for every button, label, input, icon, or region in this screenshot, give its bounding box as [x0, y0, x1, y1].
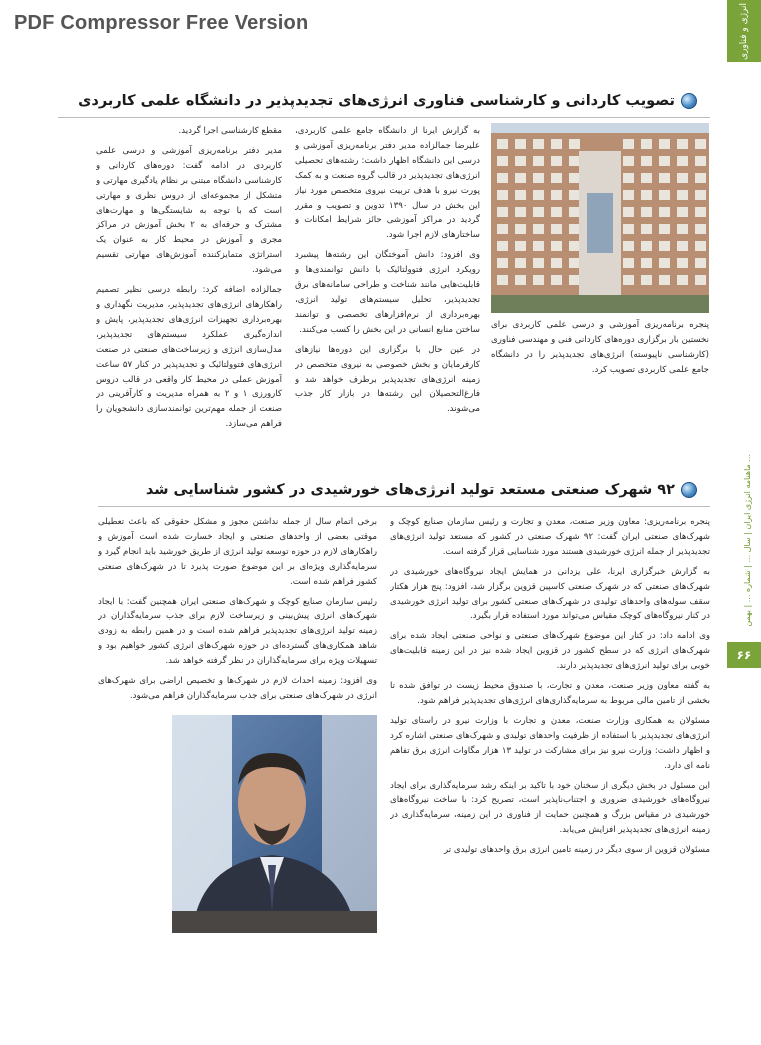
divider	[98, 506, 710, 507]
paragraph: مسئولان به همکاری وزارت صنعت، معدن و تجارت با وزارت نیرو در راستای تولید انرژی‌های تجدیدپذیر با استفاده از ظرفیت واحدهای تولیدی و شهرک‌های صنعتی اشاره کرد و اظهار داشت: وزارت نیرو نیز برای مشارکت در تولید ۱۳ هزار مگاوات انرژی برق تفاهم نامه ای دارد.	[390, 715, 710, 771]
watermark-text: PDF Compressor Free Version	[14, 12, 309, 34]
headline-bullet-icon	[681, 93, 697, 109]
official-portrait-photo	[172, 715, 377, 933]
paragraph: مدیر دفتر برنامه‌ریزی آموزشی و درسی علمی کاربردی در ادامه گفت: دوره‌های کاردانی و کارشناسی دانشگاه مبتنی بر نظام یادگیری مهارتی و متشکل از مجموعه‌ای از دروس نظری و مهارتی است که با توجه به شایستگی‌ها و مهارت‌های مشترک و حرفه‌ای به ۲ بخش آموزش در مراکز مجری و آموزش در محیط کار به عنوان یک استراتژی متمایزکننده آموزش‌های مهارتی تقسیم می‌شود.	[96, 145, 282, 276]
paragraph: وی ادامه داد: در کنار این موضوع شهرک‌های صنعتی و نواحی صنعتی ایجاد شده برای شهرک‌های انرژی که در سطح کشور در قزوین ایجاد شده نیز در این زمینه قابلیت‌های خوبی برای تولید انرژی‌های تجدیدپذیر دارند.	[390, 631, 710, 672]
article1-headline	[78, 93, 697, 109]
paragraph: جمالزاده اضافه کرد: رابطه درسی نظیر تصمیم راهکارهای انرژی‌های تجدیدپذیر، مدیریت نگهداری و بهره‌برداری تجهیزات انرژی‌های تجدیدپذیر، پایش و اندازه‌گیری عملکرد سیستم‌های تجدیدپذیر، مدل‌سازی انرژی و زیرساخت‌های صنعتی در صنعت انرژی‌های فتوولتائیک و تجدیدپذیر در کنار ۵۷ ساعت آموزش عملی در محیط کار واقعی در قالب دروس کارورزی ۱ و ۲ به همراه مدیریت و کارآفرینی در صنعت از جمله مهم‌ترین توانمندسازی دانشجویان را فراهم می‌سازد.	[96, 285, 282, 430]
photo-caption	[491, 318, 709, 463]
magazine-issue-label: ماهنامه انرژی ایران | سال ... | شماره ... | بهمن ...	[742, 453, 752, 627]
magazine-issue-band	[739, 430, 755, 650]
article2-headline-text: ۹۲ شهرک صنعتی مستعد تولید انرژی‌های خورشیدی در کشور شناسایی شد	[145, 482, 675, 498]
paragraph: در عین حال با برگزاری این دوره‌ها نیازهای کارفرمایان و بخش خصوصی به نیروی متخصص در زمینه انرژی‌های تجدیدپذیر برطرف خواهد شد و فارغ‌التحصیلان این رشته‌ها در بازار کار جذب می‌شوند.	[295, 344, 480, 415]
article2-headline	[146, 482, 697, 498]
section-tab	[727, 0, 761, 62]
divider	[58, 117, 710, 118]
paragraph: پنجره برنامه‌ریزی: معاون وزیر صنعت، معدن و تجارت و رئیس سازمان صنایع کوچک و شهرک‌های صنعتی ایران گفت: ۹۲ شهرک صنعتی در کشور که مستعد تولید انرژی‌های تجدیدپذیر از جمله انرژی خورشیدی هستند مورد شناسایی قرار گرفته است.	[390, 517, 710, 557]
paragraph: وی افزود: دانش آموختگان این رشته‌ها پیشبرد رویکرد انرژی فتوولتائیک با دانش توانمندی‌ها و قابلیت‌هایی مانند شناخت و طراحی سامانه‌های برق تجدیدپذیر، تحلیل سیستم‌های تولید انرژی، بهره‌برداری از نرم‌افزارهای تخصصی و توانمند ساختن منابع انسانی در این بخش را کسب می‌کنند.	[295, 250, 480, 335]
article2-column-right	[390, 515, 710, 955]
article1-column-left	[96, 124, 282, 464]
paragraph: برخی اتمام سال از جمله نداشتن مجوز و مشکل حقوقی که باعث تعطیلی موقتی بعضی از واحدهای صنعتی و ایجاد خسارت شده است آموزش و راهکارهای لازم در حوزه توسعه تولید انرژی از طریق خورشید باید انجام گیرد و سرمایه‌گذاری ویژه‌ای بر این موضوع صورت پذیرد تا در شهرک‌های صنعتی کشور فراهم شده است.	[98, 517, 377, 587]
paragraph: رئیس سازمان صنایع کوچک و شهرک‌های صنعتی ایران همچنین گفت: با ایجاد شهرک‌های انرژی پیش‌بینی و زیرساخت لازم برای جذب سرمایه‌گذاران در زمینه تولید انرژی‌های تجدیدپذیر فراهم شده است و در همین رابطه به زودی شاهد همکاری‌های گسترده‌ای در حوزه شهرک‌های انرژی کشور خواهیم بود و تسهیلات ویژه برای سرمایه‌گذاران در نظر گرفته خواهد شد.	[98, 596, 377, 667]
paragraph: مسئولان قزوین از سوی دیگر در زمینه تامین انرژی برق واحدهای تولیدی تر	[444, 845, 710, 856]
paragraph: وی افزود: زمینه احداث لازم در شهرک‌ها و تخصیص اراضی برای شهرک‌های انرژی در شهرک‌های صنعتی برای جذب سرمایه‌گذاران فراهم می‌شود.	[98, 676, 377, 701]
headline-bullet-icon	[681, 482, 697, 498]
paragraph: به گزارش ایرنا از دانشگاه جامع علمی کاربردی، علیرضا جمالزاده مدیر دفتر برنامه‌ریزی آموزشی و درسی این دانشگاه اظهار داشت: رشته‌های تحصیلی انرژی‌های تجدیدپذیر در قالب گروه صنعت و به کمک پورت نیرو با هدف تربیت نیروی متخصص مورد نیاز این بخش در سال ۱۳۹۰ تدوین و تصویب و مقرر گردید در مراکز آموزشی حائز شرایط امکانات و ساختارهای لازم اجرا شود.	[295, 126, 480, 241]
section-tab-label: انرژی و فناوری	[739, 2, 749, 60]
article1-headline-text: تصویب کاردانی و کارشناسی فناوری انرژی‌های تجدیدپذیر در دانشگاه علمی کاربردی	[78, 93, 675, 109]
paragraph: این مسئول در بخش دیگری از سخنان خود با تاکید بر اینکه رشد سرمایه‌گذاری برای ایجاد نیروگاه‌های خورشیدی ضروری و اجتناب‌ناپذیر است، تصریح کرد: با ساخت نیروگاه‌های خورشیدی در مقیاس بزرگ و همچنین حمایت از فناوری در این زمینه، سرمایه‌گذاری در زمینه انرژی‌های تجدیدپذیر افزایش می‌یابد.	[390, 780, 710, 836]
page-number: ۶۶	[727, 642, 761, 668]
article1-column-right	[295, 124, 480, 464]
photo-caption-text: پنجره برنامه‌ریزی آموزشی و درسی علمی کاربردی برای نخستین بار برگزاری دوره‌های کاردانی فنی و مهندسی فناوری (کارشناسی ناپیوسته) انرژی‌های تجدیدپذیر را در دانشگاه جامع علمی کاربردی تصویب کرد.	[491, 320, 709, 375]
paragraph: به گزارش خبرگزاری ایرنا، علی یزدانی در همایش ایجاد نیروگاه‌های خورشیدی در شهرک‌های صنعتی که در شهرک صنعتی کاسپین قزوین برگزار شد، افزود: پنج هزار هکتار سقف سوله‌های واحدهای تولیدی در شهرک‌های صنعتی کشور برای تولید انرژی خورشیدی در کنار نیروگاه‌های کوچک مقیاس می‌تواند مورد استفاده قرار بگیرد.	[390, 566, 710, 622]
university-building-photo	[491, 123, 709, 313]
article2-column-left	[98, 515, 377, 707]
paragraph: مقطع کارشناسی اجرا گردید.	[178, 126, 282, 136]
paragraph: به گفته معاون وزیر صنعت، معدن و تجارت، با صندوق محیط زیست در توافق شده تا بخشی از تامین مالی مربوط به سرمایه‌گذاری‌های انرژی‌های تجدیدپذیر فراهم شود.	[390, 681, 710, 706]
